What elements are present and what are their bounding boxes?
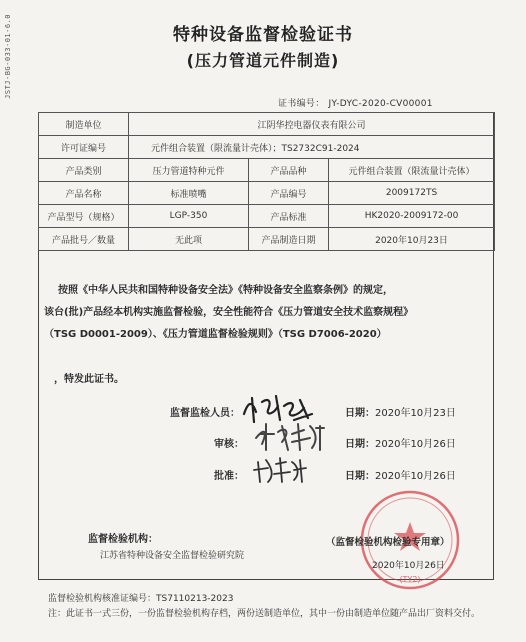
table-row [39, 205, 495, 228]
cert-no-label: 证书编号： [278, 99, 325, 109]
reviewer-label: 审核： [214, 439, 244, 450]
code-value: 2009172TS [329, 182, 495, 205]
stamp-code: (TY2) [399, 575, 421, 584]
manufacturer-label: 制造单位 [39, 113, 129, 136]
table-row [39, 113, 495, 136]
approval-no-value: TS7110213-2023 [156, 594, 234, 604]
name-label: 产品名称 [39, 182, 129, 205]
code-label: 产品编号 [249, 182, 329, 205]
approver-date-label: 日期： [345, 471, 375, 482]
inspector-date [345, 404, 456, 419]
variety-value: 元件组合装置（限流量计壳体） [329, 159, 495, 182]
standard-label: 产品标准 [249, 205, 329, 228]
reviewer-date [345, 435, 456, 450]
document-side-code: JSTJ-BG-033-01-6.0 [4, 14, 12, 99]
reviewer-date-value: 2020年10月26日 [375, 439, 456, 450]
approval-number [48, 591, 233, 604]
agency-label: 监督检验机构： [88, 534, 158, 545]
approver-label: 批准： [214, 471, 244, 482]
inspector-date-label: 日期： [345, 408, 375, 419]
footnote: 注：此证书一式三份，一份监督检验机构存档，两份送制造单位，其中一份由制造单位随产品出厂资料交付。 [48, 609, 481, 619]
approver-signature [252, 454, 312, 486]
stamp-label: （监督检验机构检验专用章） [326, 537, 450, 548]
batch-label: 产品批号／数量 [39, 228, 129, 251]
approver-date-value: 2020年10月26日 [375, 471, 456, 482]
table-row [39, 182, 495, 205]
manufacturer-value: 江阴华控电器仪表有限公司 [129, 113, 495, 136]
approval-no-label: 监督检验机构核准证编号： [48, 594, 157, 604]
approver-date [345, 467, 456, 482]
cert-no-value: JY-DYC-2020-CV00001 [328, 99, 433, 109]
name-value: 标准喷嘴 [129, 182, 249, 205]
category-value: 压力管道特种元件 [129, 159, 249, 182]
model-label: 产品型号（规格） [39, 205, 129, 228]
category-label: 产品类别 [39, 159, 129, 182]
table-row [39, 136, 495, 159]
inspector-date-value: 2020年10月23日 [375, 408, 456, 419]
certificate-number [278, 96, 433, 109]
body-line-2: 该台(批)产品经本机构实施监督检验，安全性能符合《压力管道安全技术监察规程》 [44, 307, 414, 318]
license-value: 元件组合装置（限流量计壳体）；TS2732C91-2024 [129, 136, 495, 159]
certificate-title: 特种设备监督检验证书 [173, 25, 353, 45]
reviewer-signature [252, 420, 328, 454]
variety-label: 产品品种 [249, 159, 329, 182]
table-row [39, 159, 495, 182]
stamp-date: 2020年10月26日 [372, 561, 445, 571]
model-value: LGP-350 [129, 205, 249, 228]
agency-name: 江苏省特种设备安全监督检验研究院 [100, 551, 245, 561]
batch-value: 无此项 [129, 228, 249, 251]
product-info-table [38, 112, 495, 251]
body-line-1: 按照《中华人民共和国特种设备安全法》《特种设备安全监察条例》的规定， [58, 285, 393, 296]
issue-statement: ，特发此证书。 [54, 374, 124, 385]
reviewer-date-label: 日期： [345, 439, 375, 450]
table-row [39, 228, 495, 251]
body-line-3: （TSG D0001-2009）、《压力管道监督检验规则》（TSG D7006-2020） [44, 329, 387, 340]
inspector-label: 监督监检人员： [170, 408, 240, 419]
date-label: 产品制造日期 [249, 228, 329, 251]
standard-value: HK2020-2009172-00 [329, 205, 495, 228]
license-label: 许可证编号 [39, 136, 129, 159]
certificate-subtitle: (压力管道元件制造) [186, 51, 340, 70]
date-value: 2020年10月23日 [329, 228, 495, 251]
